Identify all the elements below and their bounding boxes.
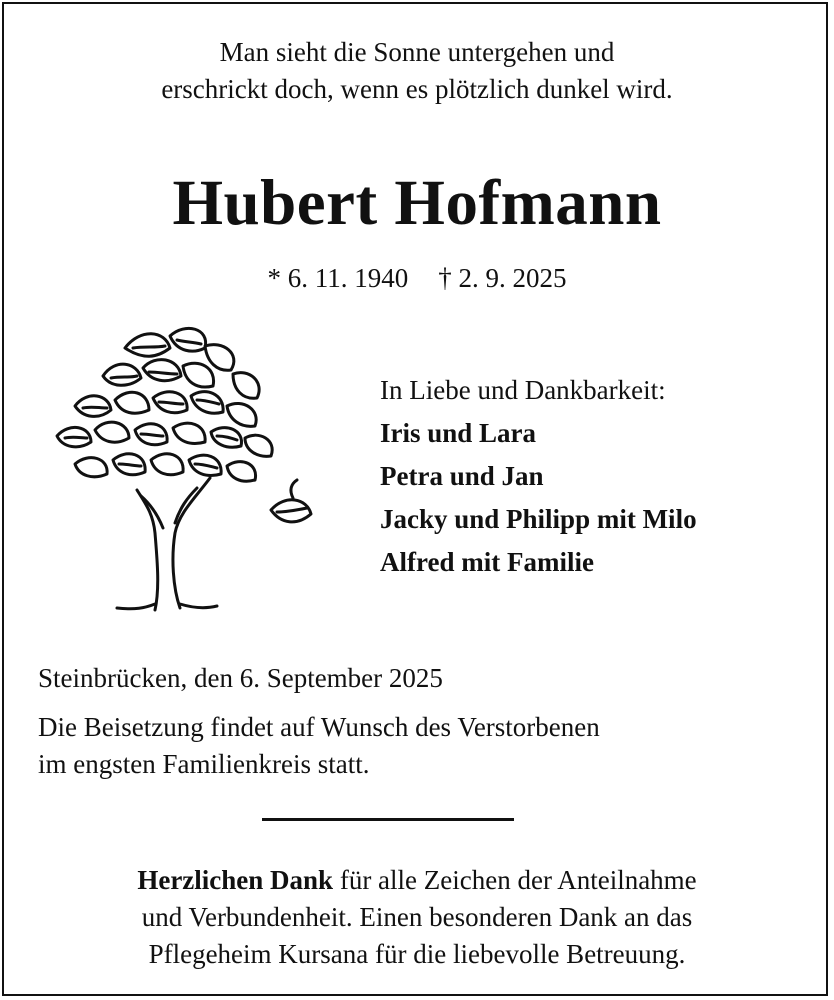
mourner-name: Iris und Lara (380, 418, 537, 448)
thanks-heading: Herzlichen Dank (137, 865, 334, 895)
motto-line-1: Man sieht die Sonne untergehen und (219, 37, 615, 67)
funeral-notice (38, 709, 600, 783)
thanks-line-2: und Verbundenheit. Einen besonderen Dank an das (141, 902, 693, 932)
life-dates (0, 258, 834, 298)
thanks-line-1-text: für alle Zeichen der Anteilnahme (333, 865, 697, 895)
birth-date: * 6. 11. 1940 (267, 263, 409, 293)
deceased-name: Hubert Hofmann (172, 167, 662, 239)
divider-line (262, 818, 514, 821)
place-and-date: Steinbrücken, den 6. September 2025 (38, 663, 443, 693)
motto-line-2: erschrickt doch, wenn es plötzlich dunkel wird. (161, 74, 673, 104)
mourners-block (380, 369, 697, 584)
mourner-name: Jacky und Philipp mit Milo (380, 504, 697, 534)
thanks-line-1 (0, 862, 834, 899)
mourners-intro: In Liebe und Dankbarkeit: (380, 375, 666, 405)
mourner-name: Petra und Jan (380, 461, 544, 491)
death-date: † 2. 9. 2025 (438, 263, 567, 293)
funeral-line-2: im engsten Familienkreis statt. (38, 749, 370, 779)
tree-with-falling-leaf-icon (45, 318, 325, 620)
funeral-line-1: Die Beisetzung findet auf Wunsch des Verstorbenen (38, 712, 600, 742)
mourner-name: Alfred mit Familie (380, 547, 594, 577)
motto-quote (0, 34, 834, 108)
thanks-notice (0, 862, 834, 973)
thanks-line-3: Pflegeheim Kursana für die liebevolle Betreuung. (148, 939, 686, 969)
